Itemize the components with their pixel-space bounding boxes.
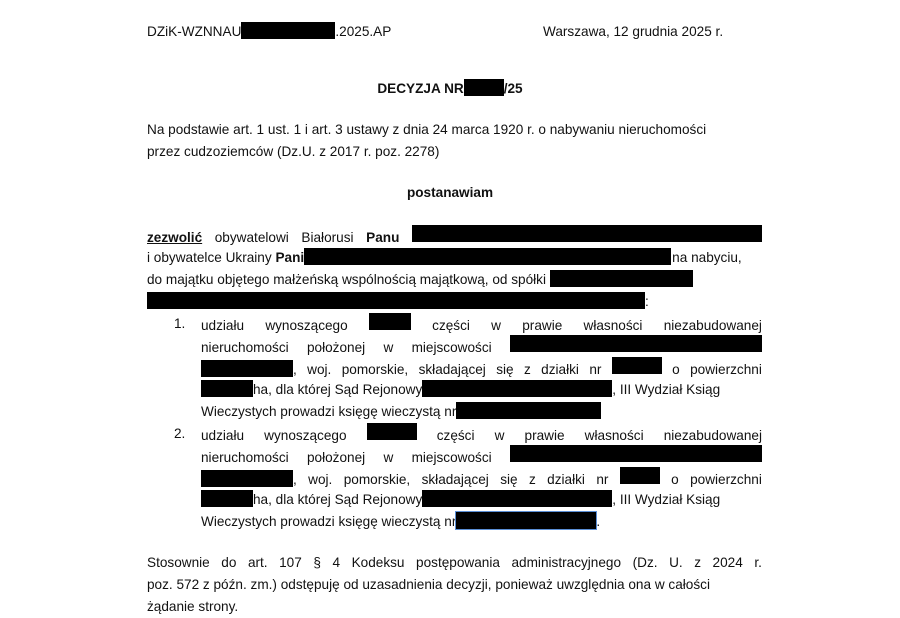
redaction-bar [456,512,596,529]
closing-word: 4 [332,555,341,570]
closing-word: Stosownie [147,555,210,570]
grant-word: Białorusi [301,230,354,245]
item-word: działki [547,472,585,487]
item-2-line-1 [201,423,762,447]
redaction-bar [510,445,762,462]
item-1-line-3 [201,357,762,381]
item-word: pomorskie, [341,362,409,377]
grant-word: obywatelowi [214,230,289,245]
item-word: o [671,472,679,487]
decision-word: postanawiam [406,185,494,200]
item-word: składającej [418,362,486,377]
grant-line-4 [147,291,649,313]
grant-line-3 [147,269,693,291]
item-word: , [293,362,297,377]
redaction-bar [367,423,417,440]
closing-word: § [313,555,321,570]
closing-line-2: poz. 572 z późn. zm.) odstępuję od uzasadnienia decyzji, ponieważ uwzględnia ona w całości [147,577,710,592]
item-2-line-2 [201,445,762,469]
item-word: , [293,472,297,487]
item-word: powierzchni [690,472,762,487]
redaction-bar [412,225,762,242]
redaction-bar [612,357,662,374]
item-word: miejscowości [411,450,492,465]
item-word: w [491,318,501,333]
item-word: wynoszącego [265,318,348,333]
decision-title [0,78,900,100]
item-word: woj. [307,362,332,377]
closing-word: Kodeksu [351,555,405,570]
grant-panu: Panu [366,230,400,245]
item-text: Wieczystych prowadzi księgę wieczystą nr [201,514,457,529]
item-word: położonej [306,450,366,465]
redaction-bar [201,380,253,397]
closing-line-1 [147,552,762,574]
redaction-bar [201,490,253,507]
redaction-bar [369,313,411,330]
redaction-bar [464,79,504,96]
item-word: wynoszącego [264,428,347,443]
item-word: w [383,450,394,465]
item-word: działki [541,362,579,377]
item-word: pomorskie, [343,472,411,487]
closing-word: art. [247,555,268,570]
item-2-line-5 [201,511,600,533]
grant-line-2 [147,247,742,269]
item-word: prawie [524,428,565,443]
item-word: części [436,428,475,443]
closing-word: (Dz. [632,555,658,570]
item-word: się [496,362,514,377]
closing-word: administracyjnego [511,555,622,570]
item-1-line-2 [201,335,762,359]
closing-word: postępowania [416,555,500,570]
grant-line-4-end: : [645,294,649,309]
closing-line-3: żądanie strony. [147,599,239,614]
case-reference [147,21,391,43]
item-1-line-4 [201,379,720,401]
redaction-bar [304,248,671,265]
redaction-bar [422,380,612,397]
closing-word: 107 [279,555,302,570]
item-2-line-4 [201,489,720,511]
item-text: . [596,514,601,529]
redaction-bar [620,467,660,484]
item-word: położonej [306,340,366,355]
closing-word: 2024 [712,555,743,570]
redaction-bar [241,22,335,39]
item-text: ha, dla której Sąd Rejonowy [253,492,423,507]
item-1-line-1 [201,313,762,337]
item-text: Wieczystych prowadzi księgę wieczystą nr [201,404,457,419]
item-word: w [494,428,505,443]
item-word: z [523,362,531,377]
item-word: w [383,340,394,355]
item-word: składającej [421,472,489,487]
grant-pani: Pani [275,250,305,265]
item-word: udziału [201,428,245,443]
grant-verb: zezwolić [147,230,203,245]
list-item-number: 1. [174,316,186,331]
item-word: udziału [201,318,245,333]
closing-word: U. [669,555,683,570]
item-word: prawie [522,318,563,333]
legal-basis-line-1: Na podstawie art. 1 ust. 1 i art. 3 ustawy z dnia 24 marca 1920 r. o nabywaniu nieruchomości [147,122,707,137]
closing-word: r. [754,555,762,570]
item-word: nieruchomości [201,450,289,465]
grant-line-2-start: i obywatelce Ukrainy [147,250,272,265]
item-word: o [672,362,680,377]
decision-title-prefix: DECYZJA NR [377,81,464,96]
decision-title-suffix: /25 [503,81,523,96]
item-text: ha, dla której Sąd Rejonowy [253,382,423,397]
redaction-bar [201,470,293,487]
case-reference-suffix: .2025.AP [335,24,392,39]
redaction-bar [201,360,293,377]
list-item-number: 2. [174,426,186,441]
place-and-date: Warszawa, 12 grudnia 2025 r. [543,24,724,39]
case-reference-prefix: DZiK-WZNNAU [147,24,242,39]
grant-line-3-text: do majątku objętego małżeńską wspólnością majątkową, od spółki [147,272,546,287]
item-2-line-3 [201,467,762,491]
redaction-bar [147,292,645,309]
closing-word: do [221,555,237,570]
item-word: woj. [308,472,333,487]
redaction-bar [510,335,762,352]
redaction-bar [456,402,601,419]
legal-basis-line-2: przez cudzoziemców (Dz.U. z 2017 r. poz. 2278) [147,144,440,159]
item-text: , III Wydział Ksiąg [612,382,721,397]
item-word: nieruchomości [201,340,289,355]
redaction-bar [550,270,693,287]
item-word: własności [583,318,643,333]
closing-word: z [694,555,701,570]
grant-line-2-end: na nabyciu, [672,250,742,265]
item-word: miejscowości [411,340,492,355]
item-word: powierzchni [690,362,762,377]
item-1-line-5 [201,401,601,423]
item-word: niezabudowanej [663,428,762,443]
item-word: się [500,472,518,487]
item-text: , III Wydział Ksiąg [612,492,721,507]
item-word: własności [584,428,644,443]
grant-line-1 [147,225,762,249]
item-word: nr [589,362,602,377]
item-word: części [432,318,470,333]
item-word: z [528,472,536,487]
item-word: niezabudowanej [663,318,762,333]
item-word: nr [596,472,609,487]
redaction-bar [422,490,612,507]
